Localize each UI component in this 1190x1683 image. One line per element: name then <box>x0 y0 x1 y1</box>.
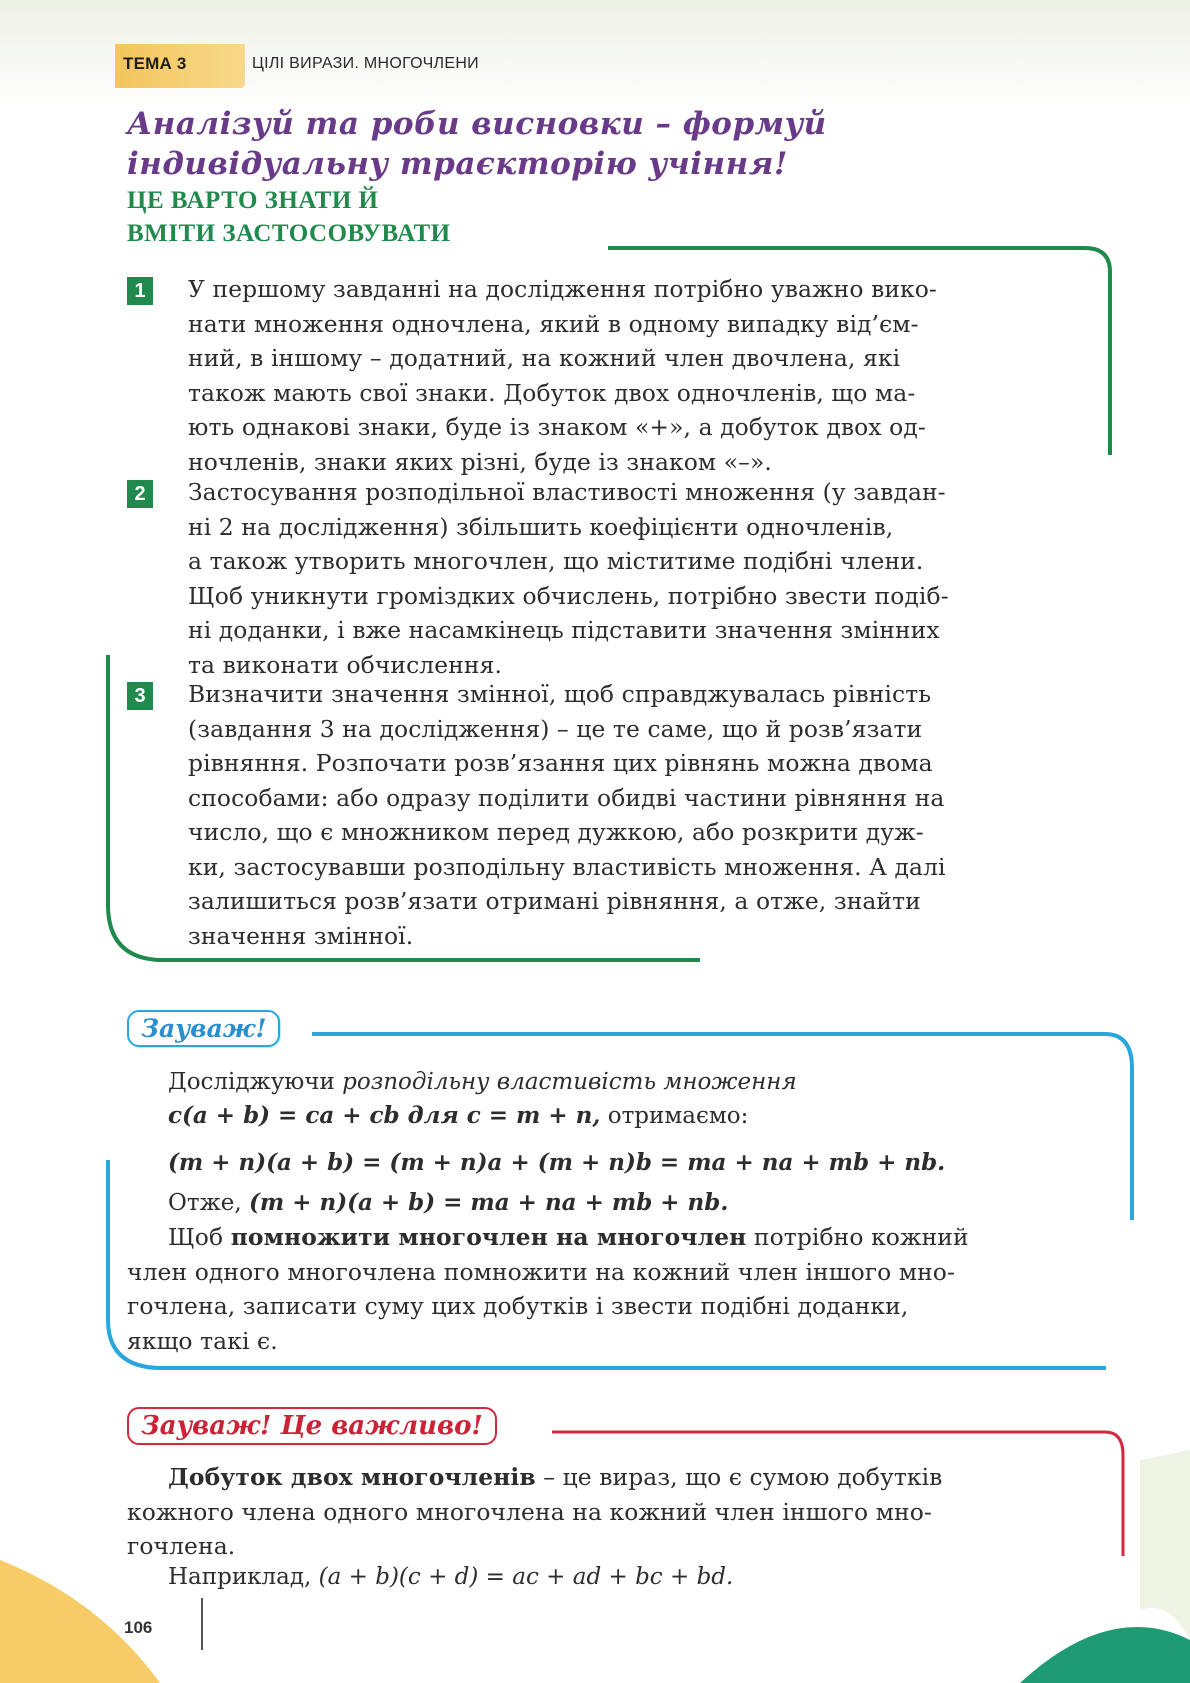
item-1-text <box>188 272 1104 479</box>
item-3-line: число, що є множником перед дужкою, або розкрити дуж- <box>188 818 924 846</box>
important-definition <box>127 1460 1103 1564</box>
item-3-line: залишиться розв’язати отримані рівняння, а отже, знайти <box>188 887 921 915</box>
item-3-line: способами: або одразу поділити обидві частини рівняння на <box>188 783 945 812</box>
note-rule-start: Щоб <box>168 1223 231 1251</box>
item-1-line: ночленів, знаки яких різні, буде із знаком «–». <box>188 447 772 476</box>
important-example-formula: (a + b)(c + d) = ac + ad + bc + bd. <box>318 1564 734 1590</box>
item-1-line: ють однакові знаки, буде із знаком «+», а добуток двох од- <box>188 413 926 441</box>
item-3-text <box>188 677 1104 953</box>
important-tag: Зауваж! Це важливо! <box>127 1407 497 1445</box>
note-intro-italic: розподільну властивість множення <box>342 1069 797 1095</box>
note-therefore <box>168 1186 1108 1220</box>
note-formula-for: для <box>399 1102 467 1129</box>
important-def-line: гочлена. <box>127 1532 236 1560</box>
page-number: 106 <box>124 1618 153 1637</box>
item-2-line: Застосування розподільної властивості множення (у завдан- <box>188 478 946 506</box>
item-number-1: 1 <box>127 277 153 305</box>
important-def-line: кожного члена одного многочлена на кожний член іншого мно- <box>127 1497 932 1526</box>
item-2-text <box>188 475 1104 682</box>
note-rule-line: гочлена, записати суму цих добутків і звести подібні доданки, <box>127 1292 909 1320</box>
important-example-word: Наприклад, <box>168 1564 319 1590</box>
important-def-line: – це вираз, що є сумою добутків <box>535 1463 943 1491</box>
note-rule-line: потрібно кожний <box>746 1223 969 1251</box>
corner-blob-green <box>1020 1627 1190 1683</box>
item-2-line: ні доданки, і вже насамкінець підставити значення змінних <box>188 616 940 644</box>
tema-title: ЦІЛІ ВИРАЗИ. МНОГОЧЛЕНИ <box>252 55 479 72</box>
note-expansion: (m + n)(a + b) = (m + n)a + (m + n)b = ma + na + mb + nb. <box>168 1149 946 1176</box>
item-2-line: ні 2 на дослідження) збільшить коефіцієнти одночленів, <box>188 512 894 541</box>
item-number-3: 3 <box>127 682 153 710</box>
item-2-line: а також утворить многочлен, що міститиме подібні члени. <box>188 547 924 575</box>
note-rule <box>127 1220 1103 1358</box>
note-intro <box>168 1065 1108 1133</box>
section-title-line1: ЦЕ ВАРТО ЗНАТИ Й <box>127 187 379 214</box>
corner-blob-pale <box>1140 1450 1190 1640</box>
item-number-2: 2 <box>127 480 153 508</box>
important-example <box>168 1560 1068 1594</box>
note-intro-plain: Досліджуючи <box>168 1069 343 1095</box>
item-1-line: нати множення одночлена, який в одному випадку від’єм- <box>188 309 919 338</box>
note-rule-line: якщо такі є. <box>127 1326 278 1355</box>
section-title-line2: ВМІТИ ЗАСТОСОВУВАТИ <box>127 220 451 247</box>
item-1-line: також мають свої знаки. Добуток двох одночленів, що ма- <box>188 378 916 407</box>
note-therefore-word: Отже, <box>168 1190 249 1216</box>
item-3-line: Визначити значення змінної, щоб справджувалась рівність <box>188 680 932 708</box>
note-rule-line: член одного многочлена помножити на кожний член іншого мно- <box>127 1257 955 1286</box>
important-def-bold: Добуток двох многочленів <box>168 1463 536 1491</box>
item-3-line: значення змінної. <box>188 921 414 950</box>
note-formula-tail: отримаємо: <box>600 1103 749 1129</box>
note-tag: Зауваж! <box>127 1010 280 1047</box>
motto: Аналізуй та роби висновки – формуй індивідуальну траєкторію учіння! <box>127 106 827 182</box>
item-3-line: (завдання 3 на дослідження) – це те саме, що й розв’язати <box>188 714 923 743</box>
item-3-line: ки, застосувавши розподільну властивість множення. А далі <box>188 852 946 881</box>
item-2-line: та виконати обчислення. <box>188 650 502 679</box>
note-formula-cond: c = m + n, <box>466 1102 601 1129</box>
item-1-line: У першому завданні на дослідження потрібно уважно вико- <box>188 275 937 303</box>
note-formula: c(a + b) = ca + cb <box>168 1102 400 1129</box>
note-rule-bold: помножити многочлен на многочлен <box>230 1223 747 1251</box>
item-2-line: Щоб уникнути громіздких обчислень, потрібно звести подіб- <box>188 581 949 610</box>
item-3-line: рівняння. Розпочати розв’язання цих рівнянь можна двома <box>188 749 933 777</box>
note-therefore-formula: (m + n)(a + b) = ma + na + mb + nb. <box>248 1189 729 1216</box>
tema-label: ТЕМА 3 <box>123 54 187 73</box>
item-1-line: ний, в іншому – додатний, на кожний член двочлена, які <box>188 344 901 372</box>
